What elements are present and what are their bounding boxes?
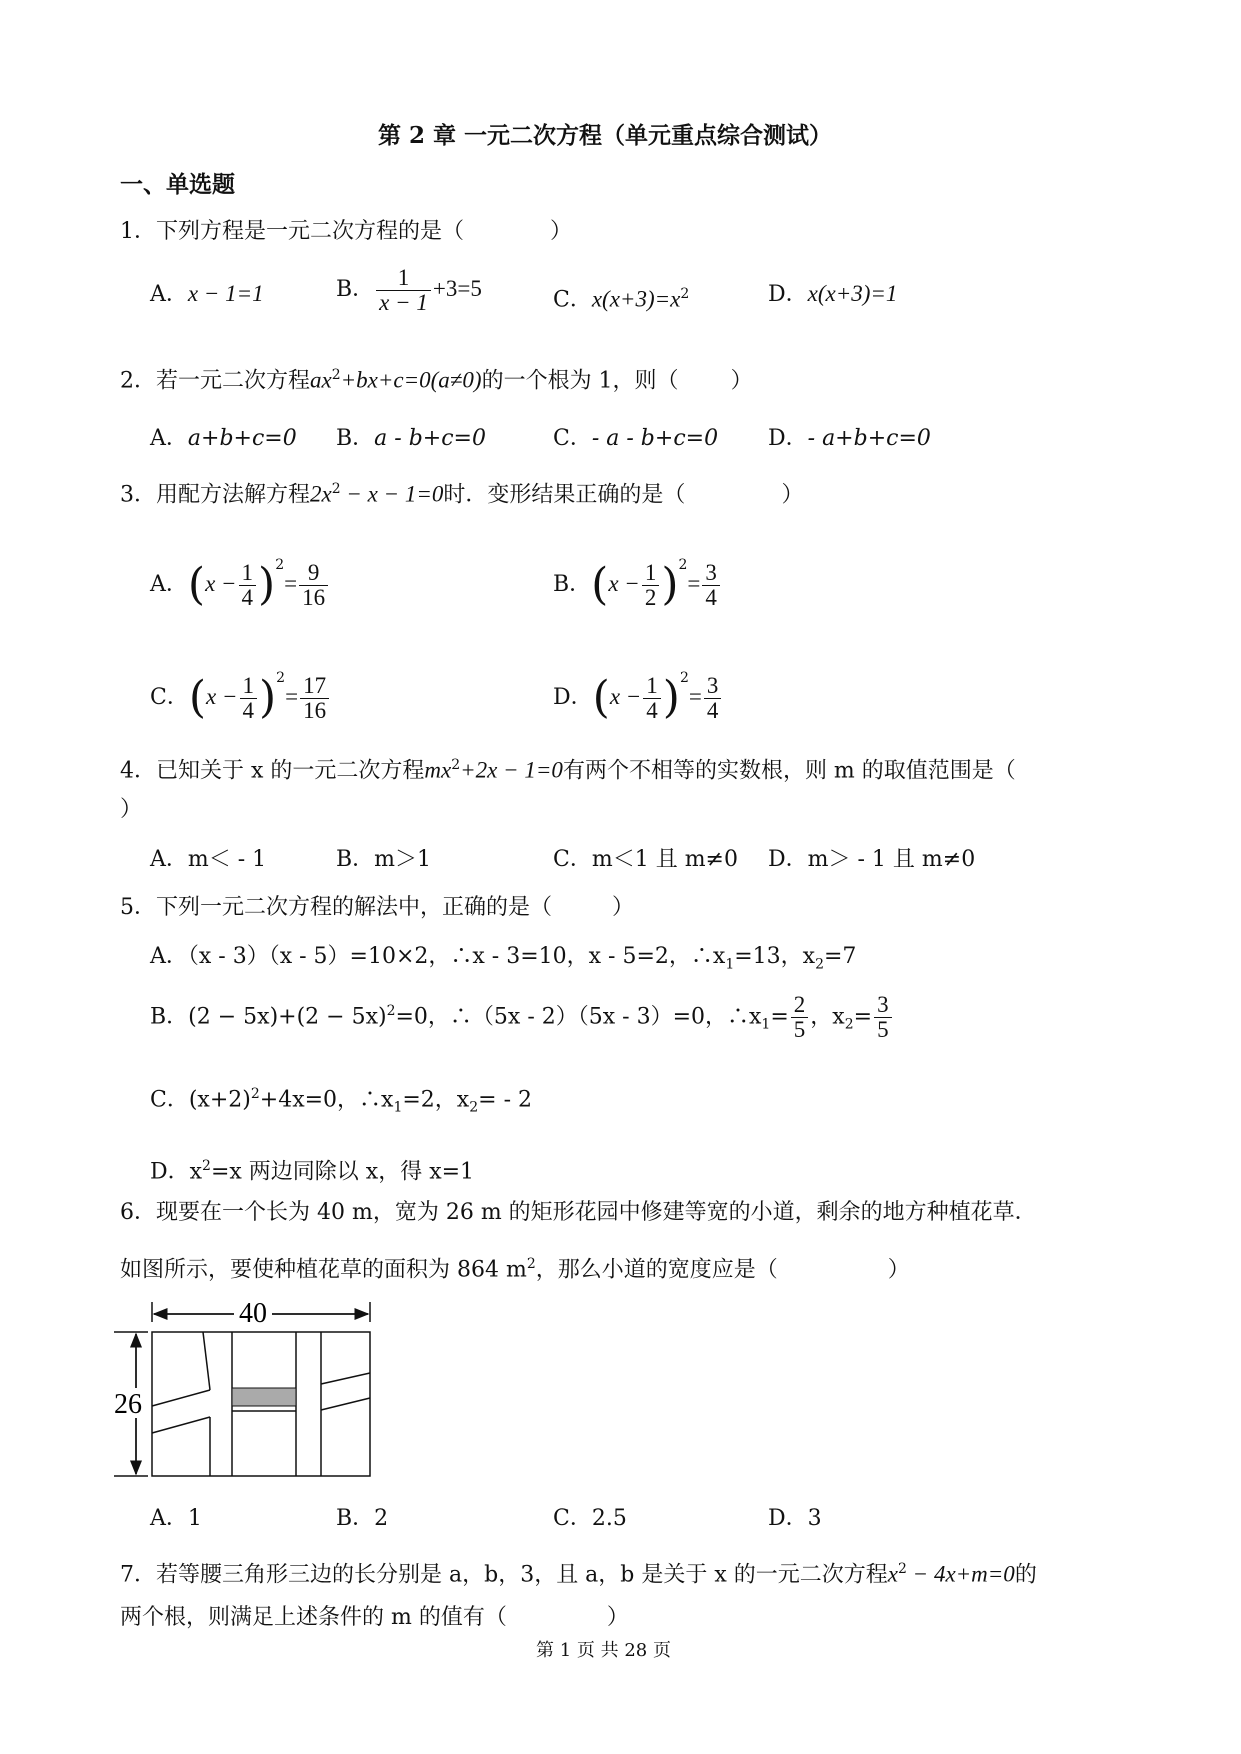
q7-text: 两个根，则满足上述条件的 m 的值有（	[120, 1605, 507, 1630]
option-text: =7	[824, 944, 857, 969]
option-label: A．	[150, 847, 188, 872]
fraction-denominator: 4	[706, 697, 719, 723]
q5-option-d	[150, 1151, 474, 1187]
option-text: - a+b+c=0	[807, 426, 931, 451]
option-text: D．x	[150, 1159, 203, 1185]
option-text: a+b+c=0	[187, 426, 297, 451]
superscript: 2	[678, 557, 688, 573]
section-heading: 一、单选题	[120, 171, 235, 198]
option-text: ，x	[810, 1004, 845, 1030]
fraction-numerator: 9	[299, 561, 328, 586]
option-text: x(x+3)=x	[591, 286, 681, 312]
question-2-stem	[120, 360, 753, 396]
fraction-denominator: 4	[705, 584, 717, 610]
garden-path-figure	[114, 1300, 384, 1480]
option-text: A．（x - 3）（x - 5）=10×2，∴x - 3=10，x - 5=2，∴x	[150, 944, 726, 969]
superscript: 2	[331, 481, 341, 497]
equation: x −	[206, 684, 238, 709]
option-label: B．	[336, 847, 375, 872]
equation: x −	[609, 684, 642, 709]
fraction-numerator: 1	[643, 674, 661, 699]
superscript: 2	[526, 1256, 536, 1272]
option-label: B．	[553, 572, 592, 597]
page-footer: 第 1 页 共 28 页	[536, 1640, 671, 1661]
q1-close: ）	[550, 219, 573, 244]
superscript: 2	[202, 1158, 211, 1174]
q1-text: 1．下列方程是一元二次方程的是（	[120, 219, 464, 244]
option-text: =0，∴（5x - 2）（5x - 3）=0，∴x	[395, 1004, 762, 1030]
q5-option-a	[150, 942, 856, 979]
superscript: 2	[331, 367, 341, 383]
question-5-stem	[120, 893, 634, 923]
question-4-stem	[120, 750, 1016, 786]
q3-option-b: B．(x − $\frac{1}{2}$ )$^2$= $\frac{3}{4}$	[553, 535, 722, 615]
q7-text: 的	[1014, 1562, 1037, 1588]
option-text: +4x=0，∴x	[259, 1087, 394, 1113]
option-text: = - 2	[478, 1087, 532, 1113]
fraction-denominator: 4	[242, 697, 254, 723]
option-text: 2.5	[591, 1506, 627, 1531]
option-text: 3	[807, 1506, 822, 1531]
q3-text: 时．变形结果正确的是（	[443, 482, 686, 508]
option-text: =	[853, 1004, 873, 1030]
q2-option-c	[553, 424, 718, 454]
fraction-numerator: 1	[642, 561, 660, 586]
equation: x	[887, 1561, 898, 1587]
superscript: 2	[250, 1086, 260, 1102]
q5-option-b	[150, 986, 894, 1050]
option-text: x − 1=1	[187, 281, 264, 306]
question-3-stem	[120, 474, 803, 510]
fraction-numerator: 17	[300, 674, 329, 699]
q1-option-b	[336, 264, 482, 315]
equation: +2x − 1=0	[460, 757, 563, 783]
fraction-numerator: 3	[704, 674, 722, 699]
option-label: B．	[336, 1506, 375, 1531]
option-label: A．	[150, 282, 188, 307]
option-label: A．	[150, 1506, 188, 1531]
equation: ax	[310, 367, 332, 393]
left-path-edge	[152, 1390, 210, 1406]
q1-option-d	[768, 279, 897, 310]
question-7-line1	[120, 1554, 1037, 1590]
q6-close: ）	[887, 1257, 910, 1283]
q3-option-a: A．(x − $\frac{1}{4}$ )$^2$= $\frac{9}{16}$	[150, 535, 330, 615]
fraction-numerator: 3	[874, 993, 892, 1018]
equation: x −	[608, 571, 640, 596]
option-label: D．	[768, 847, 808, 872]
option-text: C．(x+2)	[150, 1087, 251, 1113]
q1-option-a	[150, 279, 264, 310]
option-text: a - b+c=0	[374, 426, 486, 451]
q2-option-a	[150, 424, 297, 454]
q6-text: 如图所示，要使种植花草的面积为 864 m	[120, 1257, 527, 1283]
superscript: 2	[898, 1561, 907, 1577]
q6-option-d	[768, 1504, 822, 1534]
q2-option-d	[768, 424, 931, 454]
right-path-edge	[321, 1398, 370, 1410]
question-6-line1: 6．现要在一个长为 40 m，宽为 26 m 的矩形花园中修建等宽的小道，剩余的地方种植花草．	[120, 1200, 1037, 1225]
option-label: C．	[553, 426, 592, 451]
option-label: A．	[150, 572, 188, 597]
superscript: 2	[679, 670, 689, 686]
q4-option-b	[336, 845, 431, 875]
fraction-numerator: 1	[376, 266, 431, 291]
equation: x −	[205, 571, 237, 596]
option-text: =13，x	[734, 944, 816, 969]
q3-option-d: D．(x − $\frac{1}{4}$ )$^2$= $\frac{3}{4}$	[553, 648, 723, 728]
q1-option-c	[553, 279, 689, 315]
option-text: 1	[187, 1506, 202, 1531]
option-label: D．	[768, 282, 808, 307]
question-1-stem	[120, 217, 572, 247]
fraction-denominator: 4	[241, 584, 254, 610]
right-path-edge	[321, 1373, 370, 1384]
option-label: D．	[553, 685, 593, 710]
option-label: C．	[150, 685, 189, 710]
q5-option-c	[150, 1079, 532, 1123]
left-path-edge	[152, 1417, 210, 1433]
fraction-numerator: 1	[240, 674, 258, 699]
fraction-denominator: 5	[877, 1016, 889, 1042]
option-label: D．	[768, 426, 808, 451]
option-text: x(x+3)=1	[807, 281, 898, 306]
fraction-denominator: 16	[303, 697, 327, 723]
fraction-denominator: 4	[646, 697, 658, 723]
option-text: =x 两边同除以 x，得 x=1	[210, 1159, 475, 1185]
q5-text: 5．下列一元二次方程的解法中，正确的是（	[120, 895, 552, 920]
q4-text: 有两个不相等的实数根，则 m 的取值范围是（	[562, 758, 1016, 784]
fraction-denominator: 5	[793, 1016, 806, 1042]
option-label: C．	[553, 1506, 592, 1531]
superscript: 2	[386, 1003, 396, 1019]
q4-option-d	[768, 845, 975, 875]
q2-text: 的一个根为 1，则（	[481, 368, 679, 394]
page-title: 第 2 章 一元二次方程（单元重点综合测试）	[378, 122, 833, 149]
q2-text: 2．若一元二次方程	[120, 368, 310, 394]
option-label: B．	[336, 277, 375, 302]
q4-text: 4．已知关于 x 的一元二次方程	[120, 758, 425, 784]
option-label: B．	[336, 426, 375, 451]
subscript: 2	[469, 1099, 479, 1116]
q4-option-c	[553, 845, 738, 875]
superscript: 2	[680, 286, 690, 302]
option-text: m＜1 且 m≠0	[591, 847, 738, 872]
option-text: m＞ - 1 且 m≠0	[807, 847, 976, 872]
option-text: m＞1	[374, 847, 432, 872]
superscript: 2	[276, 670, 286, 686]
q6-option-a	[150, 1504, 202, 1534]
superscript: 2	[275, 557, 285, 573]
fraction-numerator: 3	[702, 561, 720, 586]
option-label: C．	[553, 847, 592, 872]
option-text: =	[770, 1004, 789, 1030]
option-label: A．	[150, 426, 188, 451]
height-label: 26	[114, 1389, 142, 1420]
question-7-line2	[120, 1603, 629, 1633]
option-text: =2，x	[402, 1087, 470, 1113]
q2-option-b	[336, 424, 486, 454]
subscript: 2	[844, 1016, 854, 1033]
q4-option-a	[150, 845, 266, 875]
q3-text: 3．用配方法解方程	[120, 482, 310, 508]
q7-text: 7．若等腰三角形三边的长分别是 a，b，3，且 a，b 是关于 x 的一元二次方程	[120, 1562, 888, 1588]
fraction-numerator: 1	[239, 561, 257, 586]
equation: mx	[424, 757, 452, 783]
option-text: m＜ - 1	[187, 847, 267, 872]
q4-close: ）	[120, 797, 143, 822]
superscript: 2	[451, 757, 461, 773]
shaded-intersection	[232, 1388, 296, 1406]
option-label: C．	[553, 287, 592, 313]
option-text: - a - b+c=0	[591, 426, 719, 451]
fraction-numerator: 2	[791, 993, 809, 1018]
q3-option-c: C．(x − $\frac{1}{4}$ )$^2$= $\frac{17}{16}$	[150, 648, 331, 728]
q6-text: ，那么小道的宽度应是（	[535, 1257, 778, 1283]
subscript: 2	[815, 956, 824, 973]
fraction-denominator: 16	[302, 584, 326, 610]
question-6-line2	[120, 1249, 910, 1285]
q5-close: ）	[612, 895, 635, 920]
equation: 2x	[310, 481, 332, 507]
subscript: 1	[761, 1016, 771, 1033]
width-label: 40	[239, 1300, 267, 1329]
fraction-denominator: x − 1	[379, 289, 428, 315]
subscript: 1	[725, 956, 735, 973]
fraction-denominator: 2	[644, 584, 657, 610]
q7-close: ）	[606, 1605, 629, 1630]
option-label: D．	[768, 1506, 808, 1531]
option-text: +3=5	[432, 276, 482, 301]
q6-option-c	[553, 1504, 627, 1534]
option-text: B．(2 − 5x)+(2 − 5x)	[150, 1004, 387, 1030]
equation: +bx+c=0(a≠0)	[340, 367, 482, 393]
q6-option-b	[336, 1504, 388, 1534]
vertical-path-edge	[203, 1332, 210, 1390]
equation: − 4x+m=0	[906, 1561, 1015, 1587]
option-text: 2	[374, 1506, 389, 1531]
q2-close: ）	[730, 368, 753, 394]
subscript: 1	[393, 1099, 403, 1116]
q3-close: ）	[781, 482, 804, 508]
equation: − x − 1=0	[340, 481, 444, 507]
